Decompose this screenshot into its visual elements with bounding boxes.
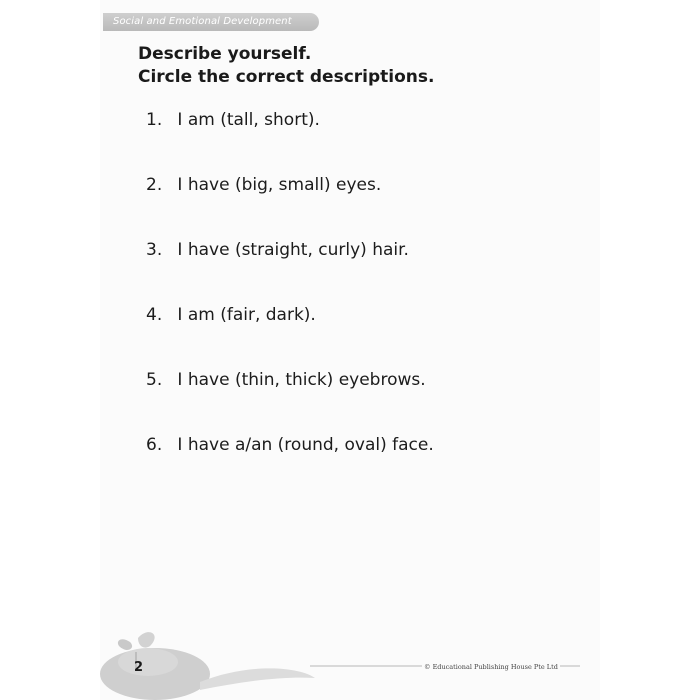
description-list <box>146 108 434 498</box>
item-text: I am (tall, short). <box>177 110 320 130</box>
item-text: I have (straight, curly) hair. <box>177 240 409 260</box>
item-number: 4. <box>146 305 163 325</box>
list-item <box>146 368 434 433</box>
instruction-line-1: Describe yourself. <box>138 44 312 64</box>
page-number: 2 <box>134 660 144 675</box>
list-item <box>146 433 434 498</box>
section-header-tab: Social and Emotional Development <box>103 13 319 31</box>
instructions-heading <box>138 43 434 89</box>
list-item <box>146 303 434 368</box>
copyright-notice: © Educational Publishing House Pte Ltd <box>424 663 558 671</box>
instruction-line-2: Circle the correct descriptions. <box>138 67 435 87</box>
item-number: 6. <box>146 435 163 455</box>
list-item <box>146 108 434 173</box>
item-number: 3. <box>146 240 163 260</box>
item-text: I have (thin, thick) eyebrows. <box>177 370 426 390</box>
item-number: 2. <box>146 175 163 195</box>
list-item <box>146 173 434 238</box>
item-text: I am (fair, dark). <box>177 305 316 325</box>
leaf-decoration-icon <box>100 612 400 700</box>
item-text: I have (big, small) eyes. <box>177 175 382 195</box>
item-text: I have a/an (round, oval) face. <box>177 435 434 455</box>
item-number: 1. <box>146 110 163 130</box>
item-number: 5. <box>146 370 163 390</box>
list-item <box>146 238 434 303</box>
